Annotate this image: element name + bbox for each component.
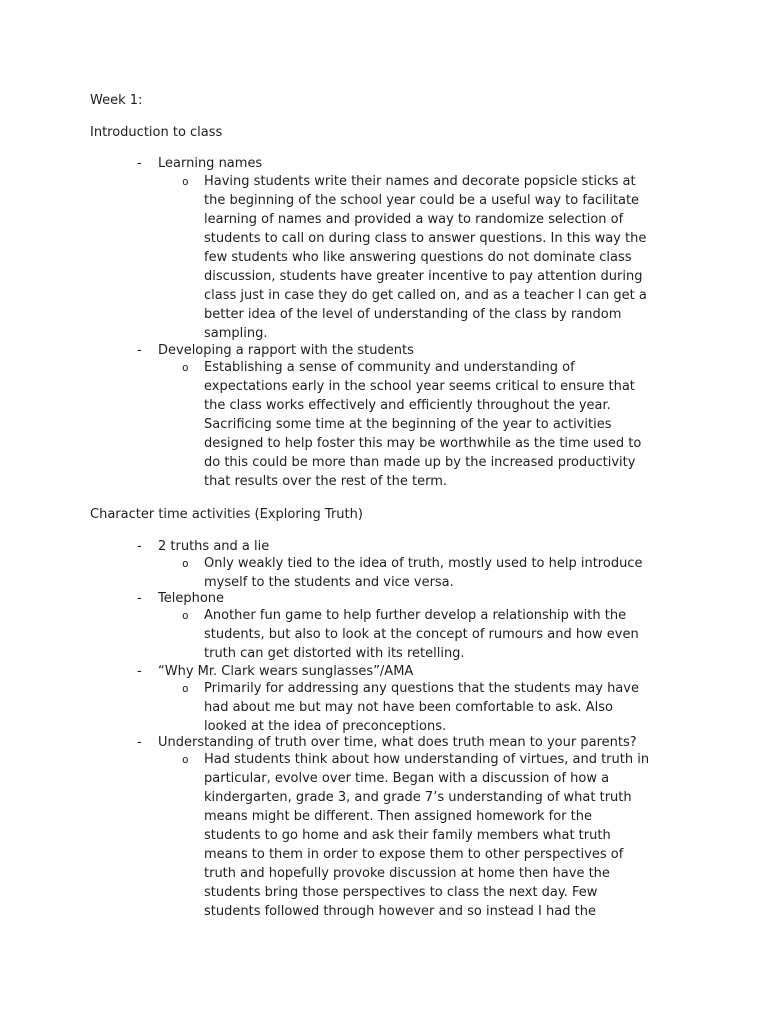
note-line: myself to the students and vice versa. [204, 575, 454, 590]
bullet-dash: - [137, 156, 142, 171]
note-line: that results over the rest of the term. [204, 474, 448, 489]
bullet-dash: - [137, 735, 142, 750]
note-line: few students who like answering questions do not dominate class [204, 250, 632, 265]
sub-bullet-marker: o [182, 175, 189, 188]
bullet-note [204, 172, 647, 343]
note-line: students, but also to look at the concept of rumours and how even [204, 627, 639, 642]
bullet-note [204, 554, 642, 592]
note-line: truth can get distorted with its retelling. [204, 646, 465, 661]
note-line: Primarily for addressing any questions that the students may have [204, 681, 639, 696]
note-line: designed to help foster this may be worthwhile as the time used to [204, 436, 642, 451]
note-line: Having students write their names and decorate popsicle sticks at [204, 174, 636, 189]
bullet-dash: - [137, 539, 142, 554]
note-line: means might be different. Then assigned homework for the [204, 809, 592, 824]
note-line: the beginning of the school year could be a useful way to facilitate [204, 193, 640, 208]
note-line: discussion, students have greater incentive to pay attention during [204, 269, 643, 284]
bullet-note [204, 750, 649, 921]
sub-bullet-marker: o [182, 753, 189, 766]
note-line: class just in case they do get called on, and as a teacher I can get a [204, 288, 647, 303]
note-line: truth and hopefully provoke discussion at home then have the [204, 866, 610, 881]
section-heading: Character time activities (Exploring Truth) [90, 507, 363, 522]
bullet-dash: - [137, 591, 142, 606]
note-line: students to call on during class to answer questions. In this way the [204, 231, 647, 246]
note-line: particular, evolve over time. Began with a discussion of how a [204, 771, 610, 786]
note-line: do this could be more than made up by the increased productivity [204, 455, 636, 470]
note-line: students bring those perspectives to class the next day. Few [204, 885, 598, 900]
sub-bullet-marker: o [182, 361, 189, 374]
note-line: students to go home and ask their family members what truth [204, 828, 611, 843]
note-line: had about me but may not have been comfortable to ask. Also [204, 700, 613, 715]
page-title: Week 1: [90, 93, 143, 108]
bullet-item-label: Understanding of truth over time, what does truth mean to your parents? [158, 735, 637, 750]
note-line: expectations early in the school year seems critical to ensure that [204, 379, 635, 394]
note-line: means to them in order to expose them to other perspectives of [204, 847, 624, 862]
sub-bullet-marker: o [182, 557, 189, 570]
bullet-item-label: Learning names [158, 156, 263, 171]
sub-bullet-marker: o [182, 609, 189, 622]
bullet-item-label: 2 truths and a lie [158, 539, 270, 554]
note-line: sampling. [204, 326, 268, 341]
bullet-dash: - [137, 664, 142, 679]
note-line: Establishing a sense of community and understanding of [204, 360, 575, 375]
sub-bullet-marker: o [182, 682, 189, 695]
note-line: Another fun game to help further develop a relationship with the [204, 608, 627, 623]
note-line: learning of names and provided a way to randomize selection of [204, 212, 624, 227]
section-heading: Introduction to class [90, 125, 223, 140]
note-line: students followed through however and so instead I had the [204, 904, 596, 919]
note-line: kindergarten, grade 3, and grade 7’s understanding of what truth [204, 790, 632, 805]
bullet-note [204, 358, 641, 491]
note-line: the class works effectively and efficiently throughout the year. [204, 398, 611, 413]
note-line: better idea of the level of understanding of the class by random [204, 307, 622, 322]
bullet-note [204, 606, 639, 663]
bullet-item-label: Telephone [158, 591, 225, 606]
bullet-item-label: Developing a rapport with the students [158, 343, 414, 358]
note-line: Sacrificing some time at the beginning of the year to activities [204, 417, 612, 432]
bullet-note [204, 679, 639, 736]
note-line: Only weakly tied to the idea of truth, mostly used to help introduce [204, 556, 643, 571]
bullet-dash: - [137, 343, 142, 358]
note-line: looked at the idea of preconceptions. [204, 719, 447, 734]
note-line: Had students think about how understanding of virtues, and truth in [204, 752, 650, 767]
bullet-item-label: “Why Mr. Clark wears sunglasses”/AMA [158, 664, 414, 679]
